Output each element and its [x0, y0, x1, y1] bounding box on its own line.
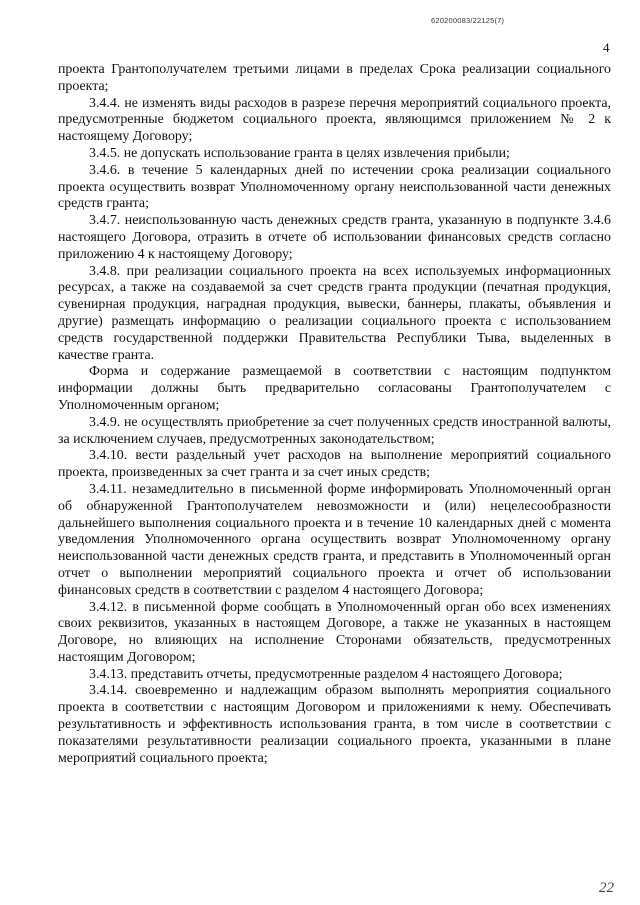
paragraph-info-form: Форма и содержание размещаемой в соответствии с настоящим подпунктом информации должны быть предварительно согласованы Грантополучателем с Уполномоченным органом; [58, 364, 611, 413]
paragraph-3-4-12: 3.4.12. в письменной форме сообщать в Уполномоченный орган обо всех изменениях своих реквизитов, указанных в настоящем Договоре, а также не указанных в настоящем Договоре, но влияющих на исполнение Сторонами обязательств, предусмотренных настоящим Договором; [58, 599, 611, 665]
paragraph-3-4-5: 3.4.5. не допускать использование гранта в целях извлечения прибыли; [89, 145, 510, 161]
paragraph-3-4-14: 3.4.14. своевременно и надлежащим образом выполнять мероприятия социального проекта в соответствии с настоящим Договором и приложениями к нему. Обеспечивать результативность и эффективность использования гранта, в том числе в соответствии с показателями результативности реализации социального проекта, указанными в плане мероприятий социального проекта; [58, 683, 611, 766]
handwritten-corner-mark: 22 [599, 880, 614, 896]
paragraph-3-4-11: 3.4.11. незамедлительно в письменной форме информировать Уполномоченный орган об обнаруженной Грантополучателем невозможности и (или) нецелесообразности дальнейшего выполнения социального проекта и в течение 10 календарных дней с момента уведомления Уполномоченного органа осуществить возврат Уполномоченному органу неиспользованной части денежных средств гранта, и представить в Уполномоченный орган отчет о выполнении мероприятий социального проекта и отчет об использовании финансовых средств в соответствии с разделом 4 настоящего Договора; [58, 481, 611, 598]
paragraph-3-4-10: 3.4.10. вести раздельный учет расходов на выполнение мероприятий социального проекта, произведенных за счет гранта и за счет иных средств; [58, 448, 611, 481]
paragraph-continuation: проекта Грантополучателем третьими лицами в пределах Срока реализации социального проекта; [58, 62, 611, 94]
paragraph-3-4-8: 3.4.8. при реализации социального проекта на всех используемых информационных ресурсах, а также на создаваемой за счет средств гранта продукции (печатная продукция, сувенирная продукция, наградная продукция, вывески, баннеры, плакаты, объявления и другие) размещать информацию о реализации социального проекта с использованием средств государственной поддержки Правительства Республики Тыва, выделенных в качестве гранта. [58, 263, 611, 363]
document-body [58, 62, 611, 767]
paragraph-3-4-6: 3.4.6. в течение 5 календарных дней по истечении срока реализации социального проекта осуществить возврат Уполномоченному органу неиспользованной части денежных средств гранта; [58, 162, 611, 212]
document-id: 620200083/22125(7) [431, 16, 505, 25]
paragraph-3-4-4: 3.4.4. не изменять виды расходов в разрезе перечня мероприятий социального проекта, предусмотренные бюджетом социального проекта, являющимся приложением № 2 к настоящему Договору; [58, 95, 611, 145]
page-number: 4 [603, 40, 610, 55]
paragraph-3-4-9: 3.4.9. не осуществлять приобретение за счет полученных средств иностранной валюты, за исключением случаев, предусмотренных законодательством; [58, 414, 611, 447]
paragraph-3-4-7: 3.4.7. неиспользованную часть денежных средств гранта, указанную в подпункте 3.4.6 настоящего Договора, отразить в отчете об использовании финансовых средств согласно приложению 4 к настоящему Договору; [58, 213, 611, 262]
paragraph-3-4-13: 3.4.13. представить отчеты, предусмотренные разделом 4 настоящего Договора; [89, 666, 563, 682]
